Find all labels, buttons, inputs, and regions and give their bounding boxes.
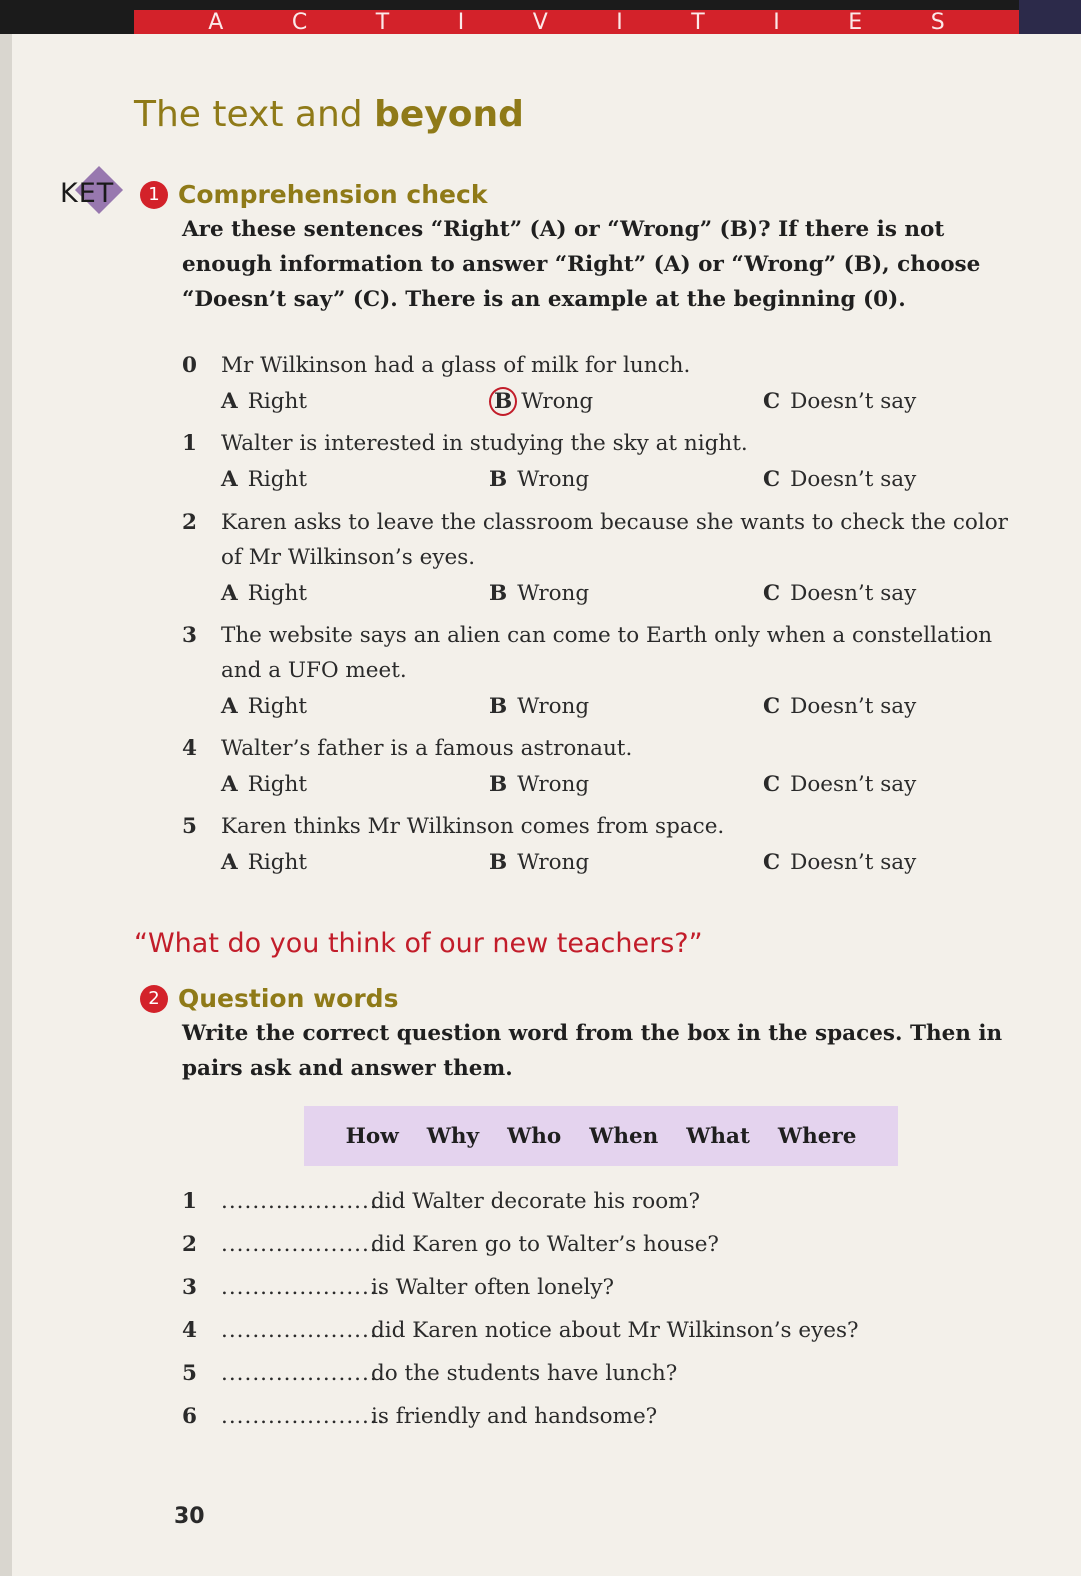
option-letter: C — [763, 581, 781, 606]
banner-letter: C — [291, 9, 308, 35]
banner-letter: S — [930, 9, 945, 35]
question-text: Walter’s father is a famous astronaut. — [221, 736, 633, 761]
question-text: Mr Wilkinson had a glass of milk for lunch. — [221, 353, 691, 378]
answer-option-a[interactable] — [221, 689, 307, 724]
word-when: When — [589, 1123, 659, 1149]
item-number: 3 — [182, 1275, 197, 1300]
banner-letter: T — [691, 9, 705, 35]
option-letter: B — [489, 387, 517, 416]
question-text: Walter is interested in studying the sky at night. — [221, 431, 748, 456]
exercise-number-badge: 1 — [140, 181, 168, 209]
exercise-2-heading — [140, 984, 398, 1013]
question-number: 0 — [182, 353, 197, 378]
banner-letter: A — [208, 9, 224, 35]
answer-option-a[interactable] — [221, 845, 307, 880]
answer-option-c[interactable] — [763, 689, 916, 724]
option-label: Right — [247, 581, 308, 606]
answer-option-a[interactable] — [221, 767, 307, 802]
section-title — [134, 94, 524, 135]
item-number: 6 — [182, 1404, 197, 1429]
option-label: Doesn’t say — [790, 850, 917, 875]
answer-option-c[interactable] — [763, 576, 916, 611]
page-margin — [0, 34, 12, 1576]
option-letter: A — [221, 772, 238, 797]
word-box — [304, 1106, 898, 1166]
corner-image — [1019, 0, 1081, 34]
answer-option-b[interactable] — [489, 384, 593, 419]
answer-options — [221, 576, 1021, 611]
page-number: 30 — [174, 1504, 205, 1529]
option-label: Doesn’t say — [790, 694, 917, 719]
word-what: What — [686, 1123, 750, 1149]
ket-label: KET — [60, 178, 115, 209]
answer-options — [221, 384, 1021, 419]
exercise-title: Comprehension check — [178, 180, 488, 209]
answer-option-c[interactable] — [763, 462, 916, 497]
option-letter: B — [489, 467, 508, 492]
activities-banner — [134, 10, 1019, 34]
option-label: Wrong — [517, 850, 590, 875]
item-number: 2 — [182, 1232, 197, 1257]
answer-option-b[interactable] — [489, 689, 589, 724]
answer-options — [221, 462, 1021, 497]
answer-option-a[interactable] — [221, 576, 307, 611]
answer-blank[interactable]: ..................... — [221, 1275, 386, 1300]
question-number: 1 — [182, 431, 197, 456]
answer-option-c[interactable] — [763, 384, 916, 419]
answer-option-b[interactable] — [489, 576, 589, 611]
word-why: Why — [426, 1123, 480, 1149]
question-number: 5 — [182, 814, 197, 839]
option-label: Wrong — [517, 467, 590, 492]
word-who: Who — [507, 1123, 562, 1149]
question-text: Karen thinks Mr Wilkinson comes from space. — [221, 814, 725, 839]
option-label: Doesn’t say — [790, 467, 917, 492]
option-letter: A — [221, 467, 238, 492]
option-letter: B — [489, 581, 508, 606]
answer-option-c[interactable] — [763, 767, 916, 802]
answer-options — [221, 689, 1021, 724]
option-label: Doesn’t say — [790, 772, 917, 797]
item-text: do the students have lunch? — [371, 1361, 678, 1386]
question-number: 3 — [182, 623, 197, 648]
banner-letter: E — [848, 9, 863, 35]
banner-letter: I — [457, 9, 465, 35]
banner-letter: V — [532, 9, 548, 35]
option-letter: C — [763, 772, 781, 797]
question-text: The website says an alien can come to Earth only when a constellation and a UFO meet. — [221, 623, 993, 683]
option-letter: B — [489, 850, 508, 875]
option-letter: C — [763, 467, 781, 492]
ket-badge — [60, 170, 140, 218]
option-label: Right — [247, 467, 308, 492]
option-label: Doesn’t say — [790, 389, 917, 414]
option-letter: B — [489, 694, 508, 719]
answer-option-a[interactable] — [221, 462, 307, 497]
answer-blank[interactable]: ..................... — [221, 1318, 386, 1343]
exercise-title: Question words — [178, 984, 399, 1013]
option-letter: A — [221, 694, 238, 719]
option-label: Wrong — [517, 694, 590, 719]
option-letter: C — [763, 694, 781, 719]
banner-letter: I — [773, 9, 780, 35]
option-letter: A — [221, 850, 238, 875]
quote-heading: “What do you think of our new teachers?” — [134, 928, 703, 959]
answer-option-b[interactable] — [489, 462, 589, 497]
section-title-normal: The text and — [134, 94, 375, 135]
question-text: Karen asks to leave the classroom because she wants to check the color of Mr Wilkinson’s eyes. — [221, 510, 1008, 570]
word-how: How — [345, 1123, 399, 1149]
item-text: did Walter decorate his room? — [371, 1189, 701, 1214]
option-letter: A — [221, 389, 238, 414]
item-text: did Karen notice about Mr Wilkinson’s eyes? — [371, 1318, 859, 1343]
question-number: 4 — [182, 736, 197, 761]
answer-option-b[interactable] — [489, 845, 589, 880]
option-letter: C — [763, 389, 781, 414]
banner-letter: I — [616, 9, 623, 35]
answer-option-b[interactable] — [489, 767, 589, 802]
exercise-number-badge: 2 — [140, 985, 168, 1013]
answer-blank[interactable]: ..................... — [221, 1404, 386, 1429]
item-number: 1 — [182, 1189, 197, 1214]
answer-blank[interactable]: ..................... — [221, 1189, 386, 1214]
option-label: Wrong — [517, 581, 590, 606]
exercise-1-heading — [140, 180, 487, 209]
exercise-2-instructions: Write the correct question word from the box in the spaces. Then in pairs ask and answer them. — [182, 1021, 1003, 1081]
answer-blank[interactable]: ..................... — [221, 1232, 386, 1257]
option-label: Right — [247, 694, 308, 719]
option-label: Right — [247, 772, 308, 797]
option-label: Wrong — [517, 772, 590, 797]
answer-option-c[interactable] — [763, 845, 916, 880]
item-text: did Karen go to Walter’s house? — [371, 1232, 719, 1257]
answer-blank[interactable]: ..................... — [221, 1361, 386, 1386]
section-title-bold: beyond — [374, 94, 524, 135]
item-text: is friendly and handsome? — [371, 1404, 658, 1429]
option-letter: A — [221, 581, 238, 606]
option-label: Right — [247, 389, 308, 414]
question-number: 2 — [182, 510, 197, 535]
exercise-1-instructions: Are these sentences “Right” (A) or “Wrong” (B)? If there is not enough information to answer “Right” (A) or “Wrong” (B), choose “Doesn’t say” (C). There is an example at the beginning (0). — [182, 217, 981, 312]
answer-options — [221, 845, 1021, 880]
option-label: Wrong — [521, 389, 594, 414]
option-letter: C — [763, 850, 781, 875]
answer-options — [221, 767, 1021, 802]
answer-option-a[interactable] — [221, 384, 307, 419]
option-label: Doesn’t say — [790, 581, 917, 606]
banner-letter: T — [375, 9, 390, 35]
option-label: Right — [247, 850, 308, 875]
option-letter: B — [489, 772, 508, 797]
item-number: 4 — [182, 1318, 197, 1343]
item-text: is Walter often lonely? — [371, 1275, 615, 1300]
word-where: Where — [777, 1123, 857, 1149]
item-number: 5 — [182, 1361, 197, 1386]
